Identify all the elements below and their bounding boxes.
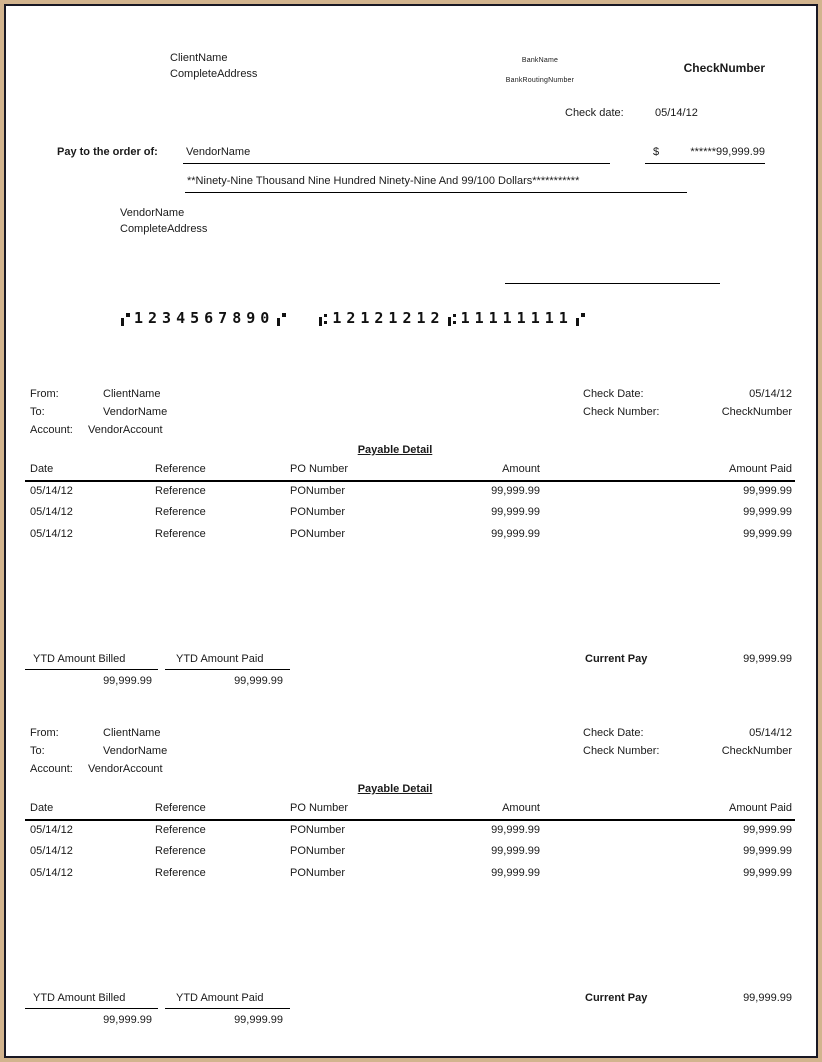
- ytd-billed-value: 99,999.99: [103, 1014, 152, 1026]
- micr-onus-icon: [576, 312, 586, 327]
- payable-stub-1: [0, 388, 822, 698]
- to-label: To:: [30, 745, 45, 757]
- cell-amount-paid: 99,999.99: [743, 485, 792, 497]
- payee-underline: [183, 163, 610, 164]
- cell-date: 05/14/12: [30, 845, 73, 857]
- account-label: Account:: [30, 424, 73, 436]
- cell-date: 05/14/12: [30, 867, 73, 879]
- micr-transit-icon: [448, 312, 458, 327]
- account-value: VendorAccount: [88, 424, 163, 436]
- bank-routing-number: BankRoutingNumber: [505, 77, 575, 84]
- to-value: VendorName: [103, 406, 168, 418]
- cell-amount-paid: 99,999.99: [743, 528, 792, 540]
- check-date-value: 05/14/12: [655, 107, 698, 119]
- currency-symbol: $: [653, 146, 660, 158]
- cell-po-number: PONumber: [290, 506, 346, 518]
- cell-po-number: PONumber: [290, 485, 346, 497]
- payee-name: VendorName: [186, 146, 251, 158]
- ytd-paid-label: YTD Amount Paid: [176, 992, 264, 1004]
- vendor-address: CompleteAddress: [120, 223, 208, 235]
- current-pay-label: Current Pay: [585, 653, 648, 665]
- cell-po-number: PONumber: [290, 845, 346, 857]
- col-header-amount: Amount: [502, 802, 540, 814]
- ytd-billed-underline: [25, 1008, 158, 1009]
- ytd-billed-underline: [25, 669, 158, 670]
- cell-amount: 99,999.99: [491, 528, 540, 540]
- ytd-paid-underline: [165, 1008, 290, 1009]
- account-label: Account:: [30, 763, 73, 775]
- from-value: ClientName: [103, 727, 161, 739]
- ytd-billed-value: 99,999.99: [103, 675, 152, 687]
- amount-words-underline: [185, 192, 687, 193]
- micr-line: [118, 310, 589, 327]
- cell-reference: Reference: [155, 528, 206, 540]
- cell-amount-paid: 99,999.99: [743, 845, 792, 857]
- client-name: ClientName: [170, 52, 228, 64]
- from-label: From:: [30, 388, 59, 400]
- check-number-label: Check Number:: [583, 406, 660, 418]
- to-label: To:: [30, 406, 45, 418]
- current-pay-label: Current Pay: [585, 992, 648, 1004]
- micr-routing-number: 12121212: [332, 309, 445, 327]
- amount-underline: [645, 163, 765, 164]
- from-value: ClientName: [103, 388, 161, 400]
- col-header-amount: Amount: [502, 463, 540, 475]
- check-number-value: CheckNumber: [721, 745, 792, 757]
- check-number-label: Check Number:: [583, 745, 660, 757]
- cell-date: 05/14/12: [30, 528, 73, 540]
- signature-line: [505, 283, 720, 284]
- micr-transit-icon: [319, 312, 329, 327]
- ytd-paid-label: YTD Amount Paid: [176, 653, 264, 665]
- ytd-paid-underline: [165, 669, 290, 670]
- col-header-reference: Reference: [155, 463, 206, 475]
- pay-to-order-label: Pay to the order of:: [57, 146, 158, 158]
- cell-reference: Reference: [155, 506, 206, 518]
- check-number: CheckNumber: [683, 61, 765, 75]
- table-header-rule: [25, 480, 795, 482]
- cell-amount: 99,999.99: [491, 485, 540, 497]
- ytd-paid-value: 99,999.99: [234, 1014, 283, 1026]
- col-header-amount-paid: Amount Paid: [729, 463, 792, 475]
- cell-date: 05/14/12: [30, 824, 73, 836]
- account-value: VendorAccount: [88, 763, 163, 775]
- check-date-value: 05/14/12: [749, 388, 792, 400]
- col-header-po-number: PO Number: [290, 802, 349, 814]
- payable-detail-title: Payable Detail: [357, 444, 433, 456]
- col-header-date: Date: [30, 802, 54, 814]
- cell-reference: Reference: [155, 867, 206, 879]
- ytd-billed-label: YTD Amount Billed: [33, 992, 126, 1004]
- col-header-date: Date: [30, 463, 54, 475]
- cell-amount-paid: 99,999.99: [743, 506, 792, 518]
- from-label: From:: [30, 727, 59, 739]
- to-value: VendorName: [103, 745, 168, 757]
- check-number-value: CheckNumber: [721, 406, 792, 418]
- cell-reference: Reference: [155, 845, 206, 857]
- cell-date: 05/14/12: [30, 485, 73, 497]
- current-pay-value: 99,999.99: [743, 653, 792, 665]
- ytd-billed-label: YTD Amount Billed: [33, 653, 126, 665]
- cell-amount-paid: 99,999.99: [743, 867, 792, 879]
- current-pay-value: 99,999.99: [743, 992, 792, 1004]
- col-header-reference: Reference: [155, 802, 206, 814]
- col-header-po-number: PO Number: [290, 463, 349, 475]
- payable-detail-title: Payable Detail: [357, 783, 433, 795]
- col-header-amount-paid: Amount Paid: [729, 802, 792, 814]
- check-date-label: Check Date:: [583, 388, 644, 400]
- cell-po-number: PONumber: [290, 528, 346, 540]
- cell-reference: Reference: [155, 824, 206, 836]
- check-date-value: 05/14/12: [749, 727, 792, 739]
- table-header-rule: [25, 819, 795, 821]
- amount-numeric: ******99,999.99: [690, 146, 765, 158]
- micr-account-number: 11111111: [460, 309, 573, 327]
- vendor-name: VendorName: [120, 207, 185, 219]
- client-address: CompleteAddress: [170, 68, 258, 80]
- micr-onus-icon: [277, 312, 287, 327]
- check-date-label: Check Date:: [583, 727, 644, 739]
- cell-date: 05/14/12: [30, 506, 73, 518]
- cell-amount: 99,999.99: [491, 506, 540, 518]
- cell-amount: 99,999.99: [491, 824, 540, 836]
- cell-po-number: PONumber: [290, 867, 346, 879]
- cell-amount: 99,999.99: [491, 845, 540, 857]
- check-date-label: Check date:: [565, 107, 624, 119]
- payable-stub-2: [0, 727, 822, 1037]
- cell-amount: 99,999.99: [491, 867, 540, 879]
- amount-words: **Ninety-Nine Thousand Nine Hundred Ninety-Nine And 99/100 Dollars***********: [187, 175, 580, 187]
- cell-reference: Reference: [155, 485, 206, 497]
- bank-name: BankName: [521, 57, 559, 64]
- ytd-paid-value: 99,999.99: [234, 675, 283, 687]
- cell-amount-paid: 99,999.99: [743, 824, 792, 836]
- cell-po-number: PONumber: [290, 824, 346, 836]
- micr-check-number: 1234567890: [134, 309, 275, 327]
- micr-onus-icon: [121, 312, 131, 327]
